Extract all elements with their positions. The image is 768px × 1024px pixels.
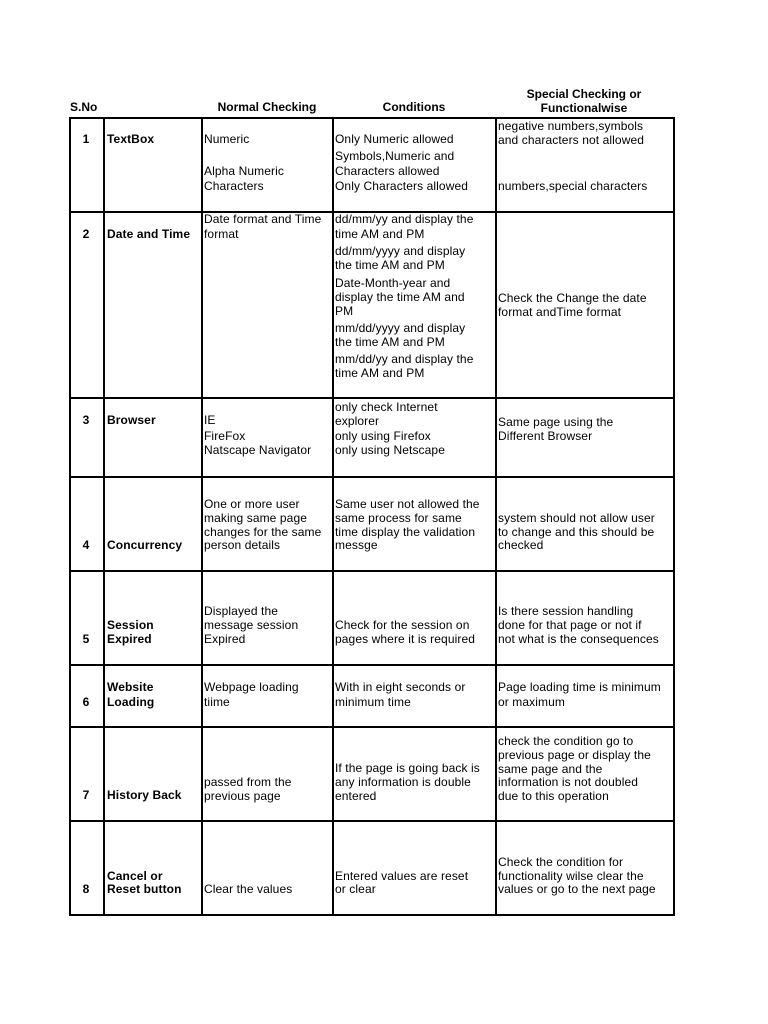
row-conditions-text: Check for the session on (335, 618, 470, 632)
row-conditions-text: Same user not allowed the (335, 497, 480, 511)
header-normal-checking: Normal Checking (217, 100, 317, 114)
row-conditions-text: PM (335, 304, 354, 318)
row-special-text: previous page or display the (498, 748, 651, 762)
table-row-divider (69, 664, 675, 666)
row-field-text: Expired (107, 632, 152, 646)
row-normal-text: Date format and Time (204, 212, 322, 226)
row-number: 8 (82, 882, 90, 896)
row-conditions-text: any information is double (335, 775, 471, 789)
row-number: 6 (82, 695, 90, 709)
row-special-text: Page loading time is minimum (498, 680, 661, 694)
row-conditions-text: dd/mm/yy and display the (335, 212, 474, 226)
row-conditions-text: time AM and PM (335, 366, 425, 380)
row-conditions-text: mm/dd/yy and display the (335, 352, 474, 366)
table-column-divider (201, 117, 203, 916)
row-number: 5 (82, 632, 90, 646)
row-normal-text: Natscape Navigator (204, 443, 312, 457)
row-conditions-text: Date-Month-year and (335, 276, 451, 290)
row-field-text: Reset button (107, 882, 182, 896)
row-conditions-text: If the page is going back is (335, 761, 480, 775)
header-conditions: Conditions (382, 100, 446, 114)
table-row-divider (69, 726, 675, 728)
table-column-divider (332, 117, 334, 916)
row-field-text: Concurrency (107, 538, 183, 552)
row-conditions-text: display the time AM and (335, 290, 465, 304)
row-conditions-text: only check Internet (335, 400, 438, 414)
row-field-text: Cancel or (107, 869, 163, 883)
row-special-text: numbers,special characters (498, 179, 648, 193)
row-conditions-text: explorer (335, 414, 380, 428)
row-special-text: checked (498, 538, 544, 552)
table-row-divider (69, 476, 675, 478)
row-normal-text: Characters (204, 179, 264, 193)
row-conditions-text: the time AM and PM (335, 335, 445, 349)
row-conditions-text: only using Netscape (335, 443, 445, 457)
row-normal-text: format (204, 227, 239, 241)
row-special-text: not what is the consequences (498, 632, 659, 646)
row-conditions-text: Only Characters allowed (335, 179, 469, 193)
row-special-text: or maximum (498, 695, 566, 709)
row-conditions-text: dd/mm/yyyy and display (335, 244, 466, 258)
header-special-line1: Special Checking or (526, 87, 642, 101)
row-field-text: Loading (107, 695, 155, 709)
row-normal-text: Webpage loading (204, 680, 299, 694)
row-field-text: Session (107, 618, 154, 632)
row-conditions-text: messge (335, 538, 378, 552)
row-normal-text: Alpha Numeric (204, 164, 284, 178)
row-conditions-text: or clear (335, 882, 376, 896)
row-normal-text: Displayed the (204, 604, 279, 618)
row-number: 2 (82, 227, 90, 241)
row-special-text: values or go to the next page (498, 882, 656, 896)
row-special-text: Is there session handling (498, 604, 634, 618)
row-normal-text: Numeric (204, 132, 250, 146)
row-conditions-text: minimum time (335, 695, 411, 709)
row-special-text: to change and this should be (498, 525, 655, 539)
row-special-text: system should not allow user (498, 511, 655, 525)
row-normal-text: Expired (204, 632, 246, 646)
row-normal-text: changes for the same (204, 525, 322, 539)
row-special-text: Different Browser (498, 429, 593, 443)
row-normal-text: passed from the (204, 775, 292, 789)
row-number: 4 (82, 538, 90, 552)
row-special-text: due to this operation (498, 789, 609, 803)
row-normal-text: message session (204, 618, 299, 632)
row-conditions-text: same process for same (335, 511, 462, 525)
row-number: 3 (82, 413, 90, 427)
row-special-text: Check the Change the date (498, 291, 647, 305)
row-conditions-text: time display the validation (335, 525, 476, 539)
row-conditions-text: only using Firefox (335, 429, 431, 443)
row-special-text: Same page using the (498, 415, 614, 429)
row-conditions-text: Entered values are reset (335, 869, 469, 883)
row-normal-text: IE (204, 413, 216, 427)
row-special-text: functionality wilse clear the (498, 869, 644, 883)
row-special-text: format andTime format (498, 305, 622, 319)
row-special-text: done for that page or not if (498, 618, 642, 632)
row-field-text: Browser (107, 413, 156, 427)
table-column-divider (495, 117, 497, 916)
row-field-text: Date and Time (107, 227, 191, 241)
row-conditions-text: pages where it is required (335, 632, 476, 646)
row-normal-text: FireFox (204, 429, 246, 443)
row-special-text: same page and the (498, 762, 603, 776)
header-special-line2: Functionalwise (540, 101, 628, 115)
table-column-divider (103, 117, 105, 916)
row-normal-text: making same page (204, 511, 307, 525)
row-special-text: information is not doubled (498, 775, 639, 789)
row-conditions-text: Symbols,Numeric and (335, 149, 455, 163)
table-row-divider (69, 570, 675, 572)
row-field-text: TextBox (107, 132, 155, 146)
table-row-divider (69, 397, 675, 399)
row-special-text: and characters not allowed (498, 133, 645, 147)
table-row-divider (69, 820, 675, 822)
row-number: 7 (82, 788, 90, 802)
row-conditions-text: With in eight seconds or (335, 680, 466, 694)
row-special-text: Check the condition for (498, 855, 624, 869)
row-conditions-text: Only Numeric allowed (335, 132, 454, 146)
row-normal-text: person details (204, 538, 281, 552)
row-conditions-text: mm/dd/yyyy and display (335, 321, 466, 335)
row-normal-text: Clear the values (204, 882, 293, 896)
row-field-text: Website (107, 680, 154, 694)
row-conditions-text: the time AM and PM (335, 258, 445, 272)
header-sno: S.No (70, 100, 98, 114)
table-column-divider (673, 117, 675, 916)
row-special-text: check the condition go to (498, 734, 634, 748)
row-normal-text: tiime (204, 695, 230, 709)
row-field-text: History Back (107, 788, 182, 802)
row-special-text: negative numbers,symbols (498, 119, 644, 133)
row-conditions-text: time AM and PM (335, 227, 425, 241)
row-number: 1 (82, 132, 90, 146)
row-normal-text: One or more user (204, 497, 300, 511)
row-conditions-text: entered (335, 789, 377, 803)
table-row-divider (69, 914, 675, 916)
row-conditions-text: Characters allowed (335, 164, 440, 178)
row-normal-text: previous page (204, 789, 281, 803)
header-special-checking (496, 87, 672, 115)
